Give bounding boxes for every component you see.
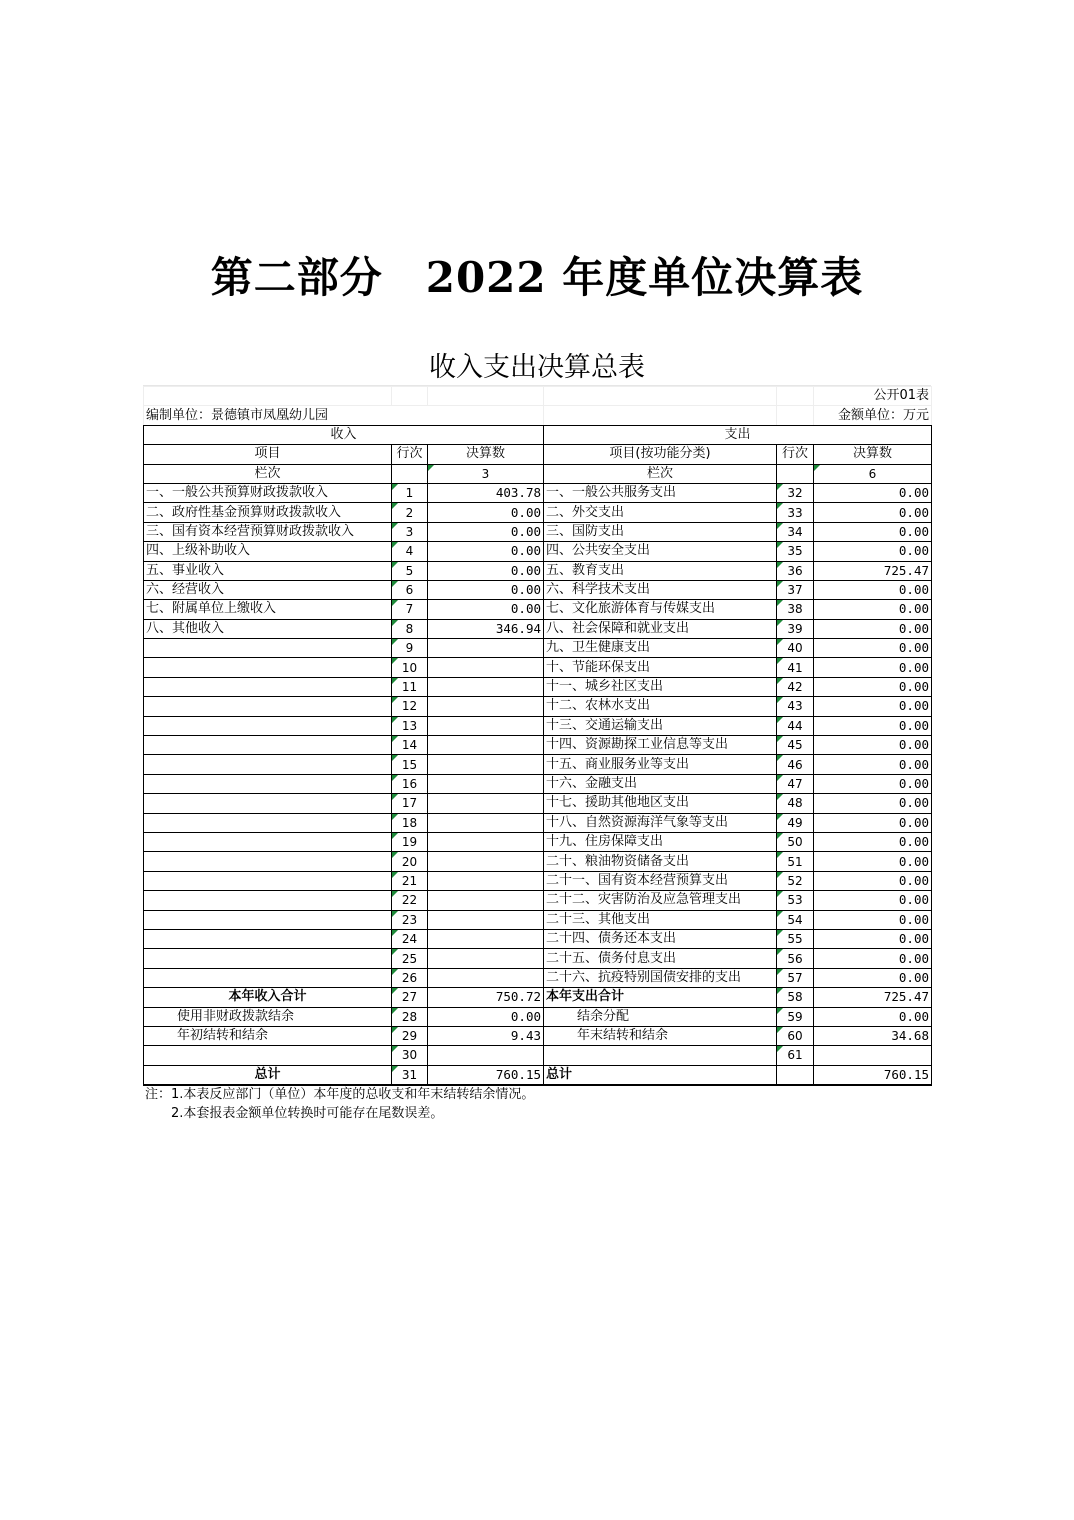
expense-total-item: 结余分配 xyxy=(544,1007,777,1026)
expense-line-no: 57 xyxy=(777,968,814,987)
table-row xyxy=(144,522,932,541)
income-amount: 346.94 xyxy=(428,619,544,638)
expense-amount: 0.00 xyxy=(814,755,932,774)
income-line-no: 5 xyxy=(392,561,428,580)
expense-line-no: 56 xyxy=(777,949,814,968)
expense-amount: 0.00 xyxy=(814,677,932,696)
income-line-no: 14 xyxy=(392,736,428,755)
income-item: 二、政府性基金预算财政拨款收入 xyxy=(144,503,392,522)
income-line-no: 18 xyxy=(392,813,428,832)
expense-item: 一、一般公共服务支出 xyxy=(544,483,777,502)
expense-item: 五、教育支出 xyxy=(544,561,777,580)
table-row xyxy=(144,561,932,580)
income-amount xyxy=(428,794,544,813)
table-row xyxy=(144,658,932,677)
total-row xyxy=(144,1065,932,1085)
total-row xyxy=(144,1046,932,1065)
income-item xyxy=(144,639,392,658)
table-row xyxy=(144,619,932,638)
expense-item: 四、公共安全支出 xyxy=(544,542,777,561)
income-item: 三、国有资本经营预算财政拨款收入 xyxy=(144,522,392,541)
expense-line-no: 39 xyxy=(777,619,814,638)
col-item-by-function: 项目(按功能分类) xyxy=(544,445,777,464)
income-line-no: 22 xyxy=(392,891,428,910)
income-col-no: 3 xyxy=(428,464,544,483)
income-line-no: 26 xyxy=(392,968,428,987)
expense-item: 二十三、其他支出 xyxy=(544,910,777,929)
expense-item: 十、节能环保支出 xyxy=(544,658,777,677)
income-line-no: 2 xyxy=(392,503,428,522)
table-row xyxy=(144,639,932,658)
budget-table xyxy=(143,386,932,1086)
income-amount xyxy=(428,929,544,948)
income-total-item: 总计 xyxy=(144,1065,392,1085)
col-item: 项目 xyxy=(144,445,392,464)
income-amount: 0.00 xyxy=(428,600,544,619)
income-amount xyxy=(428,813,544,832)
expense-line-no: 48 xyxy=(777,794,814,813)
expense-line-no: 33 xyxy=(777,503,814,522)
income-item: 八、其他收入 xyxy=(144,619,392,638)
table-row xyxy=(144,794,932,813)
expense-col-no: 6 xyxy=(814,464,932,483)
income-expense-sheet xyxy=(143,351,931,1123)
expense-amount: 725.47 xyxy=(814,988,932,1007)
table-row xyxy=(144,503,932,522)
income-amount: 403.78 xyxy=(428,483,544,502)
expense-total-item: 年末结转和结余 xyxy=(544,1026,777,1045)
income-item: 五、事业收入 xyxy=(144,561,392,580)
expense-total-item xyxy=(544,1046,777,1065)
expense-amount: 0.00 xyxy=(814,736,932,755)
expense-line-no: 60 xyxy=(777,1026,814,1045)
income-total-item: 本年收入合计 xyxy=(144,988,392,1007)
expense-line-no: 35 xyxy=(777,542,814,561)
expense-line-no: 36 xyxy=(777,561,814,580)
income-amount: 750.72 xyxy=(428,988,544,1007)
expense-line-no: 43 xyxy=(777,697,814,716)
expense-amount: 0.00 xyxy=(814,891,932,910)
col-line-no: 行次 xyxy=(777,445,814,464)
expense-amount: 0.00 xyxy=(814,949,932,968)
income-item xyxy=(144,677,392,696)
expense-line-no: 32 xyxy=(777,483,814,502)
income-item xyxy=(144,755,392,774)
note-line-1: 注：1.本表反应部门（单位）本年度的总收支和年末结转结余情况。 xyxy=(145,1087,535,1103)
income-amount xyxy=(428,949,544,968)
expense-item: 七、文化旅游体育与传媒支出 xyxy=(544,600,777,619)
income-line-no: 16 xyxy=(392,774,428,793)
income-line-no: 24 xyxy=(392,929,428,948)
form-code: 公开01表 xyxy=(814,387,932,406)
expense-amount: 0.00 xyxy=(814,580,932,599)
income-line-no: 23 xyxy=(392,910,428,929)
expense-amount: 0.00 xyxy=(814,1007,932,1026)
meta-row xyxy=(144,387,932,406)
income-line-no: 29 xyxy=(392,1026,428,1045)
income-amount xyxy=(428,910,544,929)
income-item xyxy=(144,774,392,793)
expense-amount: 0.00 xyxy=(814,503,932,522)
note-line-2: 2.本套报表金额单位转换时可能存在尾数误差。 xyxy=(145,1105,444,1121)
section-expense: 支出 xyxy=(544,425,932,444)
expense-total-item: 总计 xyxy=(544,1065,777,1085)
income-line-no: 4 xyxy=(392,542,428,561)
column-header-row xyxy=(144,445,932,464)
income-line-no: 19 xyxy=(392,832,428,851)
expense-item: 十二、农林水支出 xyxy=(544,697,777,716)
expense-amount: 0.00 xyxy=(814,619,932,638)
table-row xyxy=(144,716,932,735)
expense-line-no: 52 xyxy=(777,871,814,890)
expense-line-no: 41 xyxy=(777,658,814,677)
income-item: 六、经营收入 xyxy=(144,580,392,599)
total-row xyxy=(144,1026,932,1045)
income-item xyxy=(144,832,392,851)
income-item xyxy=(144,658,392,677)
income-amount xyxy=(428,697,544,716)
income-line-no: 10 xyxy=(392,658,428,677)
expense-amount: 0.00 xyxy=(814,639,932,658)
table-row xyxy=(144,949,932,968)
income-item: 四、上级补助收入 xyxy=(144,542,392,561)
expense-item: 十七、援助其他地区支出 xyxy=(544,794,777,813)
income-amount: 760.15 xyxy=(428,1065,544,1085)
income-line-no: 3 xyxy=(392,522,428,541)
income-total-item: 使用非财政拨款结余 xyxy=(144,1007,392,1026)
expense-item: 十五、商业服务业等支出 xyxy=(544,755,777,774)
table-row xyxy=(144,852,932,871)
table-row xyxy=(144,832,932,851)
income-item xyxy=(144,794,392,813)
income-amount xyxy=(428,891,544,910)
meta-row xyxy=(144,406,932,425)
table-row xyxy=(144,736,932,755)
expense-amount: 0.00 xyxy=(814,871,932,890)
expense-line-no: 47 xyxy=(777,774,814,793)
expense-amount: 0.00 xyxy=(814,929,932,948)
table-row xyxy=(144,891,932,910)
expense-line-no: 53 xyxy=(777,891,814,910)
income-item xyxy=(144,929,392,948)
expense-amount: 0.00 xyxy=(814,658,932,677)
income-line-no: 13 xyxy=(392,716,428,735)
section-header-row xyxy=(144,425,932,444)
income-item xyxy=(144,910,392,929)
income-amount: 0.00 xyxy=(428,522,544,541)
unit-label: 编制单位：景德镇市凤凰幼儿园 xyxy=(144,406,544,425)
income-line-no: 17 xyxy=(392,794,428,813)
table-row xyxy=(144,755,932,774)
expense-amount: 0.00 xyxy=(814,483,932,502)
expense-amount: 0.00 xyxy=(814,542,932,561)
income-amount xyxy=(428,658,544,677)
income-amount: 0.00 xyxy=(428,561,544,580)
expense-line-no: 59 xyxy=(777,1007,814,1026)
expense-item: 二十六、抗疫特别国债安排的支出 xyxy=(544,968,777,987)
income-amount: 0.00 xyxy=(428,503,544,522)
income-line-no: 21 xyxy=(392,871,428,890)
income-total-item: 年初结转和结余 xyxy=(144,1026,392,1045)
expense-line-no: 54 xyxy=(777,910,814,929)
income-amount xyxy=(428,755,544,774)
expense-line-no: 37 xyxy=(777,580,814,599)
income-line-no: 27 xyxy=(392,988,428,1007)
income-amount xyxy=(428,716,544,735)
income-amount xyxy=(428,639,544,658)
income-line-no: 7 xyxy=(392,600,428,619)
income-amount: 0.00 xyxy=(428,1007,544,1026)
income-amount xyxy=(428,1046,544,1065)
expense-line-no: 38 xyxy=(777,600,814,619)
expense-item: 八、社会保障和就业支出 xyxy=(544,619,777,638)
expense-amount: 725.47 xyxy=(814,561,932,580)
income-line-no: 31 xyxy=(392,1065,428,1085)
income-amount xyxy=(428,968,544,987)
table-row xyxy=(144,774,932,793)
expense-item: 六、科学技术支出 xyxy=(544,580,777,599)
income-item: 一、一般公共预算财政拨款收入 xyxy=(144,483,392,502)
income-item xyxy=(144,813,392,832)
expense-amount: 0.00 xyxy=(814,716,932,735)
expense-item: 十一、城乡社区支出 xyxy=(544,677,777,696)
col-amount: 决算数 xyxy=(814,445,932,464)
expense-line-no: 51 xyxy=(777,852,814,871)
expense-line-no: 46 xyxy=(777,755,814,774)
expense-line-no: 34 xyxy=(777,522,814,541)
income-item xyxy=(144,852,392,871)
page-title: 第二部分 2022 年度单位决算表 xyxy=(210,253,864,302)
table-row xyxy=(144,600,932,619)
expense-amount: 0.00 xyxy=(814,794,932,813)
expense-amount xyxy=(814,1046,932,1065)
table-row xyxy=(144,929,932,948)
expense-line-no xyxy=(777,1065,814,1085)
income-amount: 9.43 xyxy=(428,1026,544,1045)
expense-line-no: 42 xyxy=(777,677,814,696)
income-item xyxy=(144,891,392,910)
income-item: 七、附属单位上缴收入 xyxy=(144,600,392,619)
income-line-no: 6 xyxy=(392,580,428,599)
expense-item: 十三、交通运输支出 xyxy=(544,716,777,735)
income-amount xyxy=(428,736,544,755)
expense-item: 十九、住房保障支出 xyxy=(544,832,777,851)
expense-line-no: 50 xyxy=(777,832,814,851)
table-row xyxy=(144,483,932,502)
expense-item: 二、外交支出 xyxy=(544,503,777,522)
income-line-no: 1 xyxy=(392,483,428,502)
table-row xyxy=(144,968,932,987)
expense-item: 二十一、国有资本经营预算支出 xyxy=(544,871,777,890)
col-line-no: 行次 xyxy=(392,445,428,464)
expense-amount: 0.00 xyxy=(814,910,932,929)
income-amount xyxy=(428,677,544,696)
expense-amount: 0.00 xyxy=(814,697,932,716)
expense-amount: 760.15 xyxy=(814,1065,932,1085)
expense-item: 十四、资源勘探工业信息等支出 xyxy=(544,736,777,755)
expense-item: 二十四、债务还本支出 xyxy=(544,929,777,948)
column-no-label: 栏次 xyxy=(544,464,777,483)
expense-total-item: 本年支出合计 xyxy=(544,988,777,1007)
income-item xyxy=(144,716,392,735)
total-row xyxy=(144,1007,932,1026)
table-row xyxy=(144,542,932,561)
expense-amount: 0.00 xyxy=(814,852,932,871)
table-row xyxy=(144,813,932,832)
expense-line-no: 40 xyxy=(777,639,814,658)
expense-line-no: 55 xyxy=(777,929,814,948)
expense-item: 二十二、灾害防治及应急管理支出 xyxy=(544,891,777,910)
income-amount xyxy=(428,852,544,871)
income-item xyxy=(144,949,392,968)
expense-amount: 34.68 xyxy=(814,1026,932,1045)
income-line-no: 25 xyxy=(392,949,428,968)
income-line-no: 30 xyxy=(392,1046,428,1065)
income-total-item xyxy=(144,1046,392,1065)
expense-item: 十八、自然资源海洋气象等支出 xyxy=(544,813,777,832)
income-line-no: 12 xyxy=(392,697,428,716)
amount-unit: 金额单位：万元 xyxy=(814,406,932,425)
income-line-no: 20 xyxy=(392,852,428,871)
expense-item: 二十五、债务付息支出 xyxy=(544,949,777,968)
section-income: 收入 xyxy=(144,425,544,444)
column-number-row xyxy=(144,464,932,483)
income-amount: 0.00 xyxy=(428,580,544,599)
expense-amount: 0.00 xyxy=(814,774,932,793)
sheet-title: 收入支出决算总表 xyxy=(143,351,931,386)
expense-line-no: 61 xyxy=(777,1046,814,1065)
income-item xyxy=(144,968,392,987)
expense-line-no: 44 xyxy=(777,716,814,735)
income-item xyxy=(144,697,392,716)
expense-line-no: 45 xyxy=(777,736,814,755)
expense-item: 十六、金融支出 xyxy=(544,774,777,793)
total-row xyxy=(144,988,932,1007)
income-item xyxy=(144,871,392,890)
table-row xyxy=(144,871,932,890)
expense-line-no: 49 xyxy=(777,813,814,832)
expense-amount: 0.00 xyxy=(814,600,932,619)
income-amount xyxy=(428,774,544,793)
expense-amount: 0.00 xyxy=(814,968,932,987)
income-line-no: 11 xyxy=(392,677,428,696)
expense-item: 二十、粮油物资储备支出 xyxy=(544,852,777,871)
income-amount xyxy=(428,871,544,890)
table-row xyxy=(144,910,932,929)
expense-amount: 0.00 xyxy=(814,813,932,832)
income-amount xyxy=(428,832,544,851)
income-line-no: 8 xyxy=(392,619,428,638)
expense-amount: 0.00 xyxy=(814,832,932,851)
column-no-label: 栏次 xyxy=(144,464,392,483)
income-amount: 0.00 xyxy=(428,542,544,561)
expense-line-no: 58 xyxy=(777,988,814,1007)
col-amount: 决算数 xyxy=(428,445,544,464)
expense-item: 三、国防支出 xyxy=(544,522,777,541)
income-line-no: 9 xyxy=(392,639,428,658)
expense-amount: 0.00 xyxy=(814,522,932,541)
income-line-no: 28 xyxy=(392,1007,428,1026)
table-row xyxy=(144,677,932,696)
income-line-no: 15 xyxy=(392,755,428,774)
table-row xyxy=(144,580,932,599)
table-row xyxy=(144,697,932,716)
income-item xyxy=(144,736,392,755)
notes-table xyxy=(143,1086,931,1123)
expense-item: 九、卫生健康支出 xyxy=(544,639,777,658)
